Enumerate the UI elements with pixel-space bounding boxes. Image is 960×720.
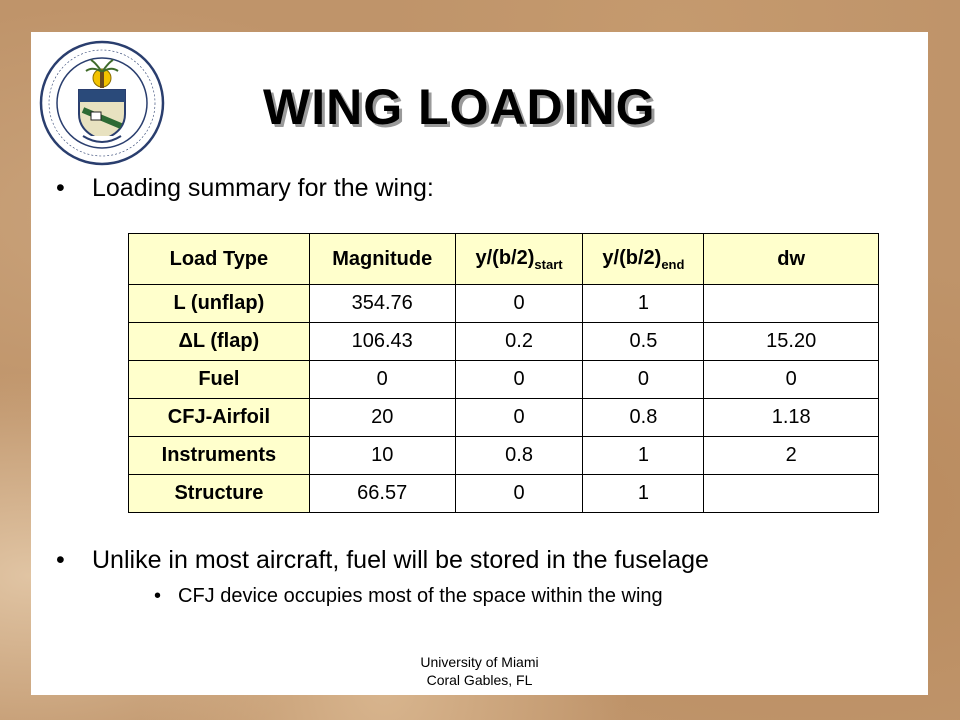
cell-load-type: CFJ-Airfoil — [129, 399, 310, 437]
bullet-text: Loading summary for the wing: — [92, 174, 434, 202]
cell-magnitude: 66.57 — [309, 475, 455, 513]
cell-load-type: ΔL (flap) — [129, 323, 310, 361]
university-seal-logo — [39, 40, 165, 166]
header-y-start — [455, 234, 583, 285]
cell-dw: 0 — [704, 361, 879, 399]
cell-y-end: 1 — [583, 285, 704, 323]
bullet-dot: • — [56, 546, 65, 574]
cell-magnitude: 0 — [309, 361, 455, 399]
cell-magnitude: 106.43 — [309, 323, 455, 361]
cell-y-start: 0 — [455, 285, 583, 323]
header-y-end-sub: end — [661, 256, 685, 272]
cell-load-type: Structure — [129, 475, 310, 513]
slide-footer — [31, 653, 928, 689]
header-y-start-sub: start — [534, 256, 563, 272]
cell-dw: 2 — [704, 437, 879, 475]
cell-load-type: Instruments — [129, 437, 310, 475]
cell-y-start: 0.2 — [455, 323, 583, 361]
table-row — [129, 437, 879, 475]
cell-magnitude: 354.76 — [309, 285, 455, 323]
table-row — [129, 399, 879, 437]
cell-y-end: 0.5 — [583, 323, 704, 361]
table-row — [129, 323, 879, 361]
table-row — [129, 475, 879, 513]
cell-dw: 1.18 — [704, 399, 879, 437]
cell-magnitude: 10 — [309, 437, 455, 475]
sub-bullet-text: CFJ device occupies most of the space within the wing — [178, 585, 663, 607]
footer-line-location: Coral Gables, FL — [426, 672, 533, 688]
footer-line-university: University of Miami — [420, 654, 539, 670]
cell-y-end: 1 — [583, 475, 704, 513]
slide-title: WING LOADING — [263, 79, 656, 135]
wing-loading-table — [128, 233, 879, 513]
table-header-row — [129, 234, 879, 285]
bullet-dot: • — [56, 174, 65, 202]
cell-dw: 15.20 — [704, 323, 879, 361]
table-row — [129, 361, 879, 399]
cell-load-type: L (unflap) — [129, 285, 310, 323]
cell-y-end: 0 — [583, 361, 704, 399]
bullet-text: Unlike in most aircraft, fuel will be stored in the fuselage — [92, 546, 709, 574]
cell-y-start: 0.8 — [455, 437, 583, 475]
table-row — [129, 285, 879, 323]
cell-magnitude: 20 — [309, 399, 455, 437]
header-y-end-base: y/(b/2) — [602, 246, 662, 269]
cell-y-end: 0.8 — [583, 399, 704, 437]
cell-y-start: 0 — [455, 399, 583, 437]
cell-dw — [704, 285, 879, 323]
header-magnitude: Magnitude — [309, 234, 455, 285]
header-load-type: Load Type — [129, 234, 310, 285]
cell-dw — [704, 475, 879, 513]
cell-load-type: Fuel — [129, 361, 310, 399]
slide — [31, 32, 928, 695]
sub-bullet-dot: • — [154, 585, 162, 607]
cell-y-start: 0 — [455, 475, 583, 513]
header-dw: dw — [704, 234, 879, 285]
header-y-start-base: y/(b/2) — [475, 246, 535, 269]
cell-y-end: 1 — [583, 437, 704, 475]
header-y-end — [583, 234, 704, 285]
cell-y-start: 0 — [455, 361, 583, 399]
